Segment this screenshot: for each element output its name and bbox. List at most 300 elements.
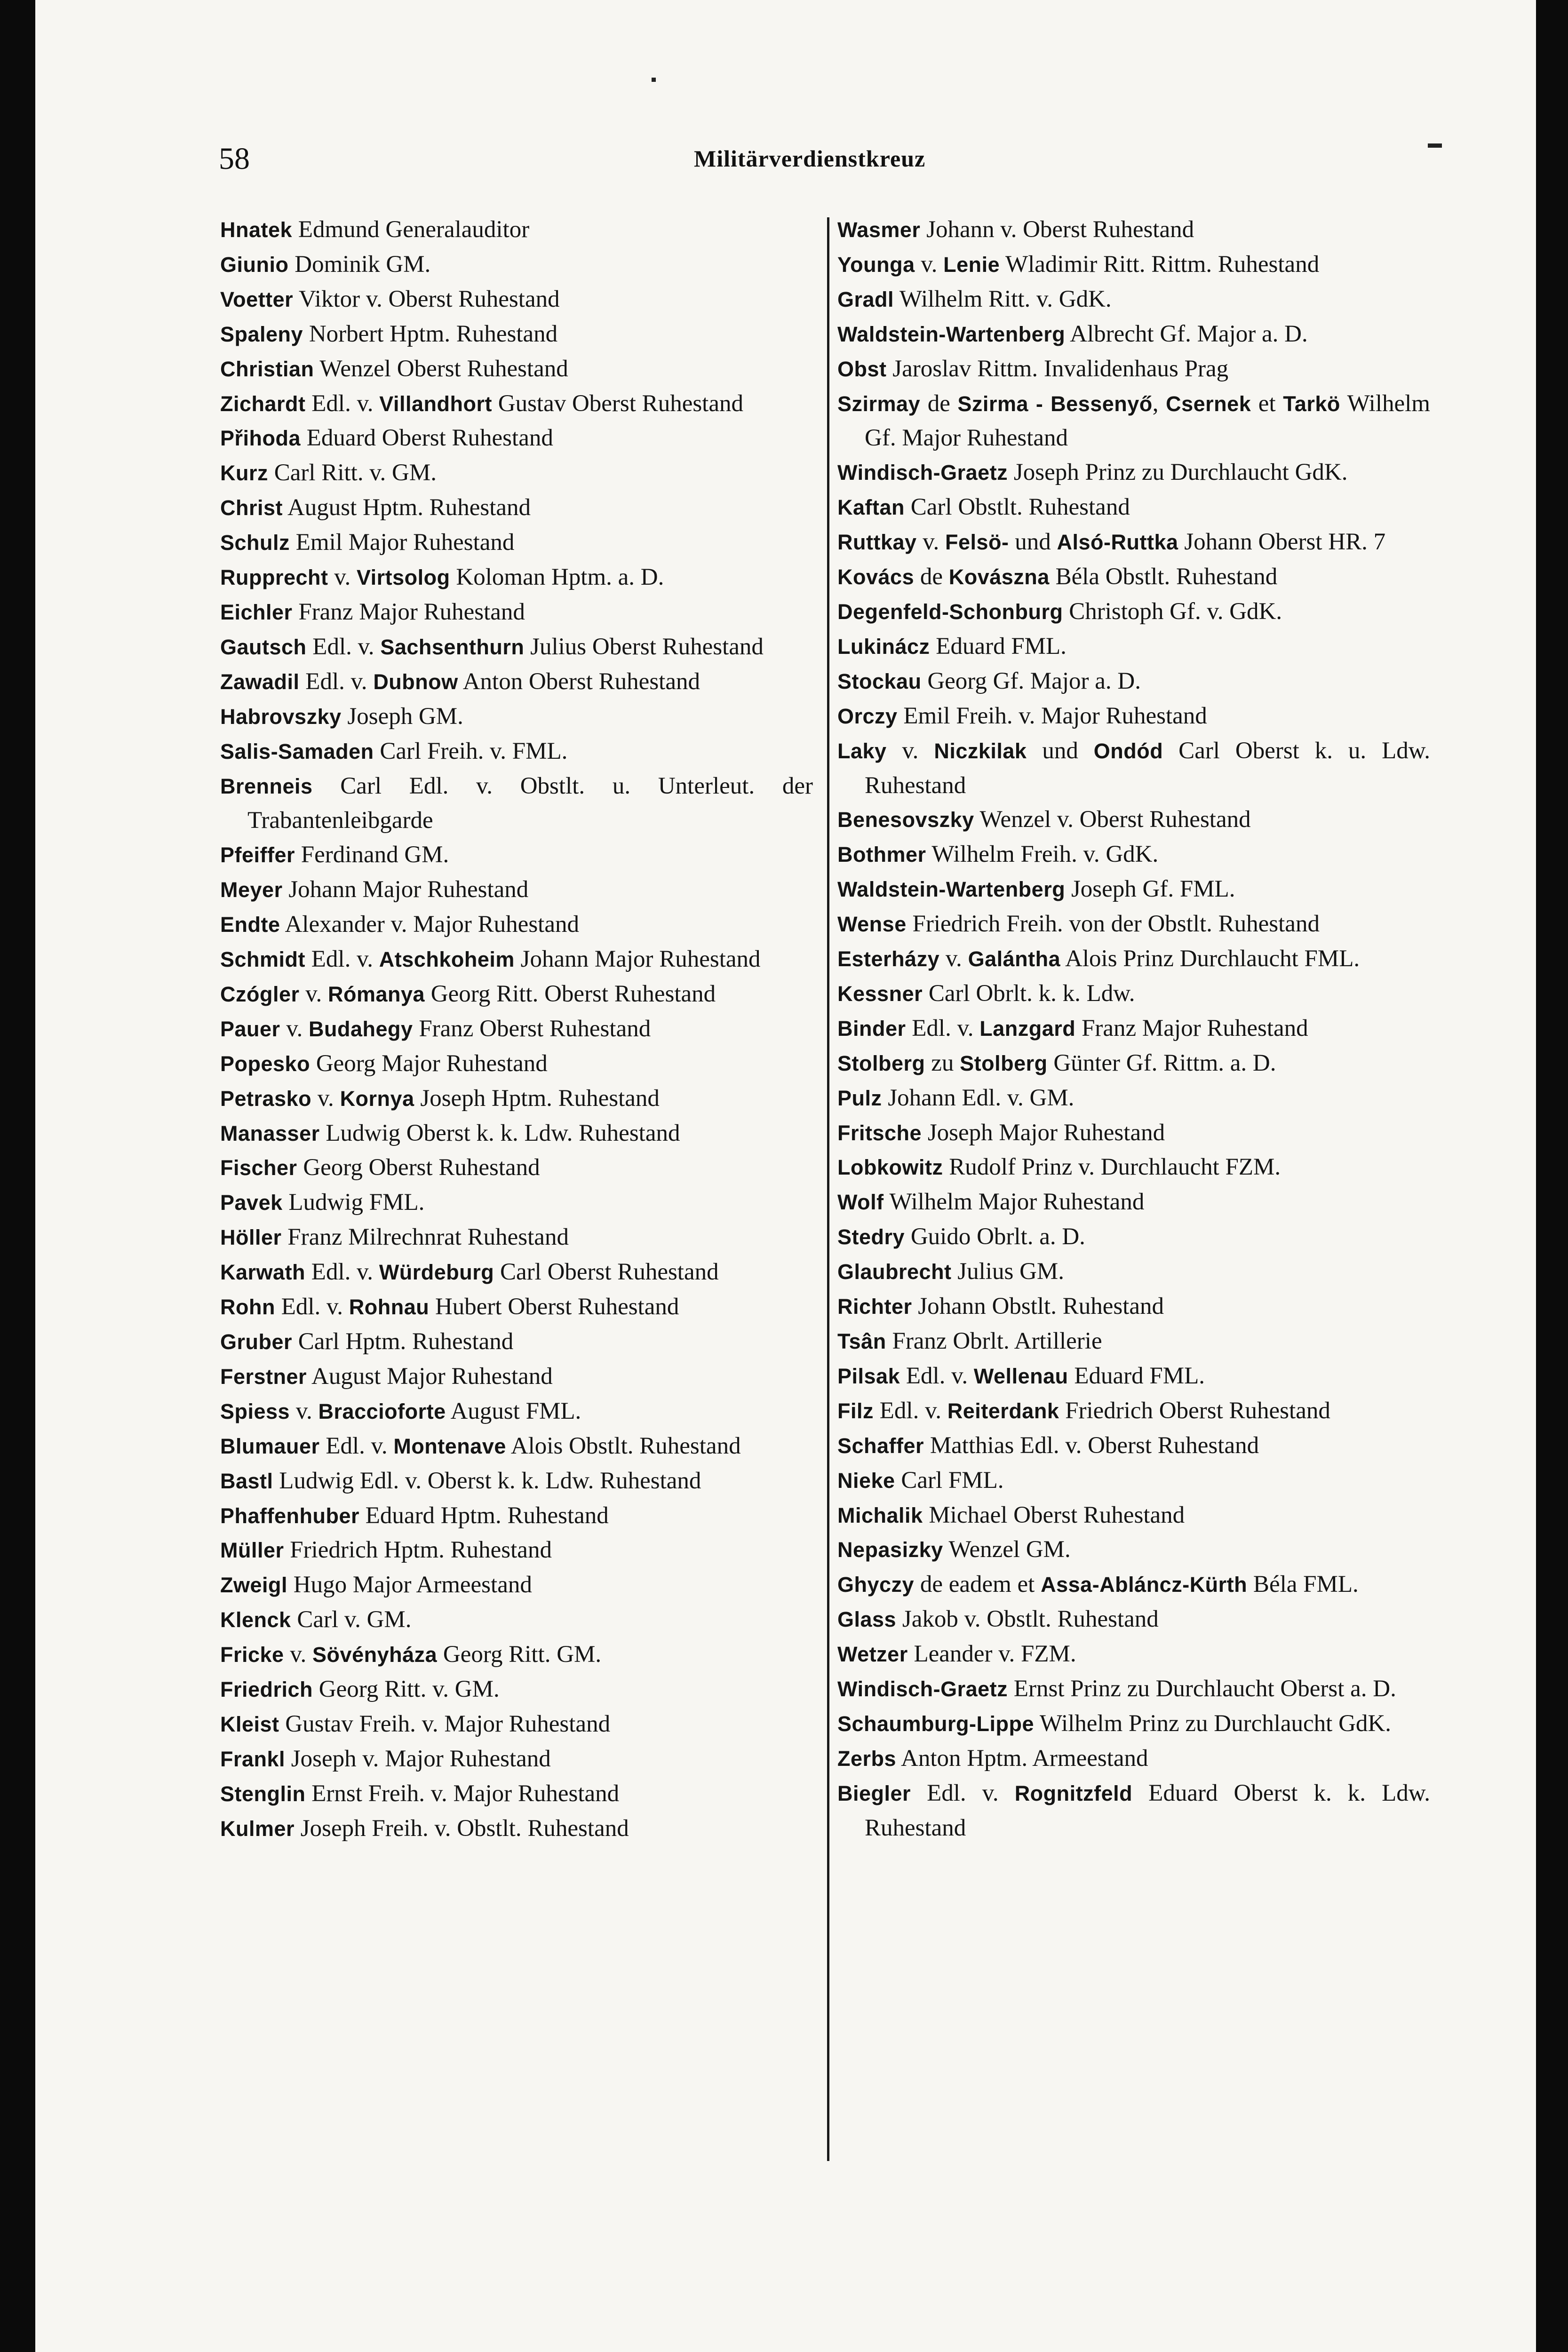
entry-text: Johann Major Ruhestand — [282, 876, 529, 903]
entry-text: Eduard FML. — [930, 633, 1067, 660]
list-entry — [220, 1151, 813, 1185]
entry-name: Frankl — [220, 1747, 286, 1771]
entry-text: Ernst Freih. v. Major Ruhestand — [305, 1780, 620, 1807]
entry-name: Schmidt — [220, 947, 306, 972]
entry-text: Georg Major Ruhestand — [310, 1050, 548, 1077]
list-entry — [220, 1637, 813, 1672]
entry-text: Wilhelm Ritt. v. GdK. — [894, 286, 1112, 312]
list-entry — [220, 1359, 813, 1394]
entry-name: Czógler — [220, 982, 300, 1006]
entry-text: Michael Oberst Ruhestand — [923, 1502, 1185, 1528]
entry-text: Friedrich Hptm. Ruhestand — [284, 1537, 552, 1564]
entry-text: Carl FML. — [895, 1467, 1004, 1494]
entry-text: Johann Major Ruhestand — [514, 946, 761, 973]
list-entry — [220, 873, 813, 907]
entry-name: Christian — [220, 357, 314, 381]
entry-name: Friedrich — [220, 1677, 313, 1702]
entry-text: Edl. v. — [319, 1432, 394, 1459]
entry-name: Stockau — [837, 669, 922, 693]
entry-text: Edl. v. — [305, 1259, 379, 1286]
entry-name: Tarkö — [1283, 391, 1340, 416]
entry-name: Habrovszky — [220, 704, 342, 729]
list-entry — [220, 1185, 813, 1220]
entry-text: Georg Ritt. Oberst Ruhestand — [425, 980, 716, 1007]
entry-text: Edl. v. — [900, 1362, 974, 1389]
entry-text: Johann Edl. v. GM. — [882, 1084, 1075, 1111]
entry-text: Friedrich Freih. von der Obstlt. Ruhestand — [906, 911, 1320, 938]
entry-name: Budahegy — [309, 1017, 413, 1041]
list-entry — [837, 387, 1430, 456]
list-entry — [220, 1464, 813, 1499]
entry-text: August Hptm. Ruhestand — [283, 494, 531, 521]
entry-text: Jaroslav Rittm. Invalidenhaus Prag — [886, 355, 1229, 382]
entry-name: Montenave — [393, 1434, 506, 1458]
entry-text: und — [1009, 529, 1057, 556]
entry-name: Degenfeld-Schonburg — [837, 599, 1063, 624]
page-header — [35, 141, 1536, 183]
entry-name: Richter — [837, 1295, 912, 1319]
entry-name: Windisch-Graetz — [837, 1677, 1008, 1701]
entry-text: Franz Milrechnrat Ruhestand — [281, 1224, 569, 1251]
list-entry — [220, 421, 813, 456]
entry-text: Hubert Oberst Ruhestand — [429, 1294, 679, 1320]
entry-name: Binder — [837, 1016, 906, 1041]
entry-name: Salis-Samaden — [220, 739, 374, 763]
entry-text: de — [914, 564, 949, 590]
entry-name: Atschkoheim — [379, 947, 515, 972]
entry-text: Franz Major Ruhestand — [292, 598, 525, 625]
entry-name: Petrasko — [220, 1086, 312, 1111]
entry-name: Obst — [837, 357, 887, 381]
entry-name: Müller — [220, 1538, 284, 1563]
list-entry — [220, 1603, 813, 1637]
entry-text: Wilhelm Freih. v. GdK. — [926, 841, 1159, 868]
list-entry — [220, 838, 813, 873]
entry-text: Friedrich Oberst Ruhestand — [1059, 1397, 1330, 1424]
entry-name: Wetzer — [837, 1642, 908, 1667]
entry-text: Carl Edl. v. Obstlt. u. Unterleut. der Trabantenleibgarde — [247, 772, 813, 834]
entry-name: Giunio — [220, 252, 289, 277]
entry-text: v. — [290, 1398, 318, 1424]
entry-text: Ludwig Edl. v. Oberst k. k. Ldw. Ruhestand — [273, 1467, 701, 1494]
entry-name: Rohn — [220, 1295, 275, 1319]
entry-text: Edl. v. — [305, 946, 379, 973]
entry-name: Michalik — [837, 1503, 923, 1527]
entry-name: Schaffer — [837, 1433, 924, 1458]
entry-text: Eduard Oberst Ruhestand — [301, 425, 553, 452]
entry-name: Klenck — [220, 1608, 291, 1632]
list-entry — [220, 213, 813, 247]
entry-name: Voetter — [220, 287, 294, 311]
entry-text: Georg Ritt. v. GM. — [313, 1676, 500, 1703]
entry-name: Schaumburg-Lippe — [837, 1711, 1035, 1736]
entry-text: Carl Hptm. Ruhestand — [292, 1328, 514, 1355]
entry-name: Hnatek — [220, 218, 293, 242]
list-entry — [837, 1081, 1430, 1116]
entry-text: Eduard Hptm. Ruhestand — [359, 1502, 609, 1529]
entry-name: Galántha — [968, 947, 1061, 971]
entry-text: Carl Obrlt. k. k. Ldw. — [923, 980, 1135, 1007]
entry-text: August FML. — [446, 1398, 581, 1424]
list-entry — [837, 1220, 1430, 1255]
list-entry — [837, 595, 1430, 629]
entry-name: Kovászna — [948, 565, 1050, 589]
entry-text: Carl Freih. v. FML. — [374, 738, 568, 764]
entry-text: Joseph v. Major Ruhestand — [285, 1745, 551, 1772]
list-entry — [220, 1429, 813, 1464]
list-entry — [220, 1290, 813, 1325]
entry-name: Ondód — [1093, 739, 1163, 763]
entry-text: Alexander v. Major Ruhestand — [280, 911, 579, 938]
list-entry — [837, 525, 1430, 560]
list-entry — [837, 1150, 1430, 1185]
list-entry — [837, 1185, 1430, 1220]
entry-text: Wilhelm Major Ruhestand — [883, 1189, 1145, 1216]
entry-text: Hugo Major Armeestand — [287, 1572, 532, 1598]
entry-name: Zawadil — [220, 669, 300, 694]
entry-text: v. — [311, 1085, 340, 1112]
list-entry — [837, 1046, 1430, 1081]
entry-name: Stolberg — [837, 1051, 925, 1075]
entry-name: Höller — [220, 1225, 282, 1250]
entry-text: v. — [939, 946, 968, 972]
entry-text: Johann v. Oberst Ruhestand — [920, 216, 1194, 243]
entry-name: Assa-Abláncz-Kürth — [1041, 1573, 1248, 1597]
entry-text: Christoph Gf. v. GdK. — [1063, 598, 1282, 625]
entry-name: Zweigl — [220, 1573, 288, 1597]
left-column — [220, 213, 813, 1846]
entry-name: Niczkilak — [934, 739, 1027, 763]
entry-text: Edl. v. — [911, 1780, 1015, 1806]
list-entry — [220, 977, 813, 1012]
entry-text: Carl Ritt. v. GM. — [268, 460, 437, 486]
list-entry — [837, 1324, 1430, 1359]
entry-text: Carl v. GM. — [291, 1606, 412, 1633]
entry-name: Felsö- — [945, 530, 1009, 555]
entry-name: Würdeburg — [379, 1260, 494, 1285]
entry-name: Nepasizky — [837, 1538, 943, 1562]
entry-name: Waldstein-Wartenberg — [837, 877, 1066, 902]
entry-name: Younga — [837, 252, 915, 277]
list-entry — [220, 1220, 813, 1255]
entry-name: Fischer — [220, 1156, 297, 1180]
list-entry — [220, 560, 813, 595]
entry-name: Kleist — [220, 1712, 279, 1736]
entry-text: Günter Gf. Rittm. a. D. — [1047, 1049, 1276, 1076]
list-entry — [837, 1463, 1430, 1498]
entry-text: v. — [280, 1015, 309, 1042]
entry-name: Wasmer — [837, 218, 921, 242]
list-entry — [837, 942, 1430, 977]
list-entry — [220, 352, 813, 387]
entry-name: Endte — [220, 913, 280, 937]
list-entry — [837, 1359, 1430, 1394]
entry-name: Laky — [837, 739, 887, 763]
entry-name: Gruber — [220, 1330, 293, 1354]
entry-text: zu — [925, 1049, 960, 1076]
list-entry — [837, 282, 1430, 317]
list-entry — [220, 1012, 813, 1047]
entry-text: Dominik GM. — [288, 251, 431, 278]
entry-name: Lobkowitz — [837, 1155, 943, 1180]
entry-text: v. — [328, 564, 357, 591]
entry-name: Tsân — [837, 1329, 886, 1353]
entry-name: Stolberg — [960, 1051, 1048, 1075]
entry-name: Karwath — [220, 1260, 306, 1285]
list-entry — [837, 1567, 1430, 1602]
list-entry — [220, 1672, 813, 1707]
entry-text: Georg Ritt. GM. — [437, 1641, 602, 1668]
entry-text: Gustav Freih. v. Major Ruhestand — [279, 1710, 611, 1737]
list-entry — [220, 491, 813, 525]
entry-name: Dubnow — [373, 669, 458, 694]
entry-text: Georg Oberst Ruhestand — [297, 1154, 540, 1181]
list-entry — [837, 872, 1430, 907]
entry-text: Wenzel GM. — [943, 1536, 1071, 1563]
entry-name: Blumauer — [220, 1434, 320, 1458]
entry-text: Franz Obrlt. Artillerie — [886, 1328, 1102, 1354]
list-entry — [220, 387, 813, 421]
right-column — [837, 213, 1430, 1845]
entry-text: Emil Freih. v. Major Ruhestand — [897, 702, 1207, 729]
list-entry — [220, 1047, 813, 1081]
list-entry — [837, 455, 1430, 490]
list-entry — [220, 1568, 813, 1603]
entry-name: Kornya — [340, 1086, 414, 1111]
entry-name: Bothmer — [837, 842, 926, 867]
list-entry — [220, 942, 813, 977]
list-entry — [220, 665, 813, 699]
entry-text: Edl. v. — [275, 1294, 349, 1320]
entry-text: Ernst Prinz zu Durchlaucht Oberst a. D. — [1008, 1676, 1396, 1702]
entry-name: Lukinácz — [837, 634, 930, 659]
list-entry — [837, 734, 1430, 803]
entry-text: Eduard FML. — [1068, 1362, 1205, 1389]
entry-name: Spaleny — [220, 322, 303, 346]
entry-name: Villandhort — [379, 391, 492, 416]
entry-text: Wladimir Ritt. Rittm. Ruhestand — [1000, 251, 1320, 278]
entry-text: Carl Oberst Ruhestand — [494, 1259, 719, 1286]
entry-text: Alois Obstlt. Ruhestand — [506, 1432, 741, 1459]
entry-name: Kaftan — [837, 495, 905, 520]
entry-name: Pfeiffer — [220, 843, 295, 867]
entry-text: Edl. v. — [306, 633, 381, 660]
list-entry — [837, 1116, 1430, 1151]
entry-text: Georg Gf. Major a. D. — [921, 667, 1141, 694]
entry-text: Koloman Hptm. a. D. — [450, 564, 664, 591]
entry-text: Matthias Edl. v. Oberst Ruhestand — [924, 1432, 1259, 1459]
entry-name: Kovács — [837, 565, 915, 589]
entry-name: Virtsolog — [356, 565, 450, 590]
entry-name: Lenie — [943, 252, 1000, 277]
entry-name: Ruttkay — [837, 530, 917, 555]
column-divider — [827, 217, 829, 2161]
list-entry — [837, 1672, 1430, 1707]
entry-text: Carl Oberst k. u. Ldw. Ruhestand — [865, 737, 1430, 799]
entry-text: Joseph Major Ruhestand — [922, 1119, 1165, 1146]
list-entry — [220, 317, 813, 352]
entry-text: Viktor v. Oberst Ruhestand — [293, 286, 560, 312]
list-entry — [220, 595, 813, 630]
entry-text: v. — [284, 1641, 313, 1668]
list-entry — [220, 1777, 813, 1812]
entry-name: Ghyczy — [837, 1573, 915, 1597]
list-entry — [837, 560, 1430, 595]
list-entry — [220, 1533, 813, 1568]
entry-name: Rohnau — [349, 1295, 430, 1319]
list-entry — [837, 837, 1430, 872]
entry-name: Fritsche — [837, 1120, 922, 1145]
entry-name: Wellenau — [973, 1364, 1068, 1388]
entry-name: Braccioforte — [318, 1399, 446, 1423]
entry-name: Wolf — [837, 1190, 884, 1215]
entry-text: Franz Major Ruhestand — [1075, 1015, 1308, 1041]
list-entry — [220, 769, 813, 838]
entry-name: Kulmer — [220, 1816, 295, 1841]
entry-name: Fricke — [220, 1643, 284, 1667]
entry-name: Stedry — [837, 1225, 905, 1249]
list-entry — [220, 699, 813, 734]
entry-text: August Major Ruhestand — [307, 1363, 553, 1390]
list-entry — [837, 1394, 1430, 1429]
list-entry — [837, 907, 1430, 942]
entry-text: Béla FML. — [1247, 1571, 1359, 1598]
entry-text: Joseph Hptm. Ruhestand — [414, 1085, 660, 1112]
entry-text: Joseph Freih. v. Obstlt. Ruhestand — [294, 1815, 629, 1842]
entry-name: Windisch-Graetz — [837, 461, 1008, 485]
entry-text: Wilhelm Prinz zu Durchlaucht GdK. — [1034, 1710, 1392, 1737]
list-entry — [837, 1602, 1430, 1637]
list-entry — [220, 247, 813, 282]
entry-text: et — [1251, 390, 1283, 417]
entry-text: de — [920, 390, 958, 417]
entry-name: Waldstein-Wartenberg — [837, 322, 1066, 346]
page-title: Militärverdienstkreuz — [694, 145, 926, 172]
entry-text: v. — [886, 737, 934, 764]
entry-text: v. — [915, 251, 944, 278]
entry-text: Wenzel Oberst Ruhestand — [314, 355, 568, 382]
entry-text: Wilhelm Gf. Major Ruhestand — [865, 390, 1430, 452]
list-entry — [837, 1533, 1430, 1567]
list-entry — [220, 282, 813, 317]
list-entry — [220, 1742, 813, 1777]
list-entry — [837, 629, 1430, 664]
entry-text: v. — [299, 980, 328, 1007]
list-entry — [220, 907, 813, 942]
entry-text: Gustav Oberst Ruhestand — [492, 390, 743, 417]
entry-text: Ludwig FML. — [282, 1189, 425, 1216]
entry-text: de eadem et — [914, 1571, 1041, 1598]
list-entry — [220, 1325, 813, 1359]
entry-text: Joseph GM. — [341, 703, 463, 730]
list-entry — [220, 1499, 813, 1534]
entry-name: Gautsch — [220, 635, 307, 659]
entry-name: Orczy — [837, 704, 898, 728]
list-entry — [220, 1081, 813, 1116]
entry-text: Julius Oberst Ruhestand — [524, 633, 764, 660]
entry-text: Joseph Gf. FML. — [1065, 876, 1235, 903]
list-entry — [220, 1812, 813, 1846]
entry-name: Alsó-Ruttka — [1057, 530, 1178, 555]
list-entry — [837, 1429, 1430, 1463]
entry-text: Anton Hptm. Armeestand — [896, 1745, 1148, 1772]
list-entry — [837, 699, 1430, 734]
page-number: 58 — [219, 142, 250, 176]
entry-name: Přihoda — [220, 426, 301, 451]
entry-name: Meyer — [220, 878, 283, 902]
list-entry — [837, 247, 1430, 282]
entry-name: Rognitzfeld — [1014, 1781, 1133, 1805]
entry-text: Ferdinand GM. — [295, 842, 449, 868]
entry-text: Edl. v. — [874, 1397, 947, 1424]
entry-name: Pulz — [837, 1086, 882, 1110]
list-entry — [837, 1011, 1430, 1046]
entry-name: Filz — [837, 1398, 874, 1423]
entry-name: Stenglin — [220, 1781, 306, 1806]
list-entry — [837, 664, 1430, 699]
entry-name: Spiess — [220, 1399, 290, 1423]
list-entry — [837, 213, 1430, 247]
entry-name: Schulz — [220, 531, 290, 555]
entry-text: Edl. v. — [299, 668, 374, 695]
list-entry — [837, 490, 1430, 525]
entry-name: Nieke — [837, 1468, 895, 1493]
entry-name: Szirma - Bessenyő — [957, 391, 1153, 416]
entry-name: Pauer — [220, 1017, 280, 1041]
entry-text: v. — [916, 529, 945, 556]
list-entry — [837, 1498, 1430, 1533]
entry-name: Kessner — [837, 981, 923, 1006]
entry-name: Brenneis — [220, 774, 313, 798]
list-entry — [220, 456, 813, 491]
entry-name: Rómanya — [327, 982, 425, 1006]
list-entry — [220, 630, 813, 665]
entry-name: Christ — [220, 496, 283, 520]
list-entry — [837, 977, 1430, 1011]
entry-name: Phaffenhuber — [220, 1503, 360, 1528]
list-entry — [220, 1394, 813, 1429]
entry-name: Csernek — [1166, 391, 1251, 416]
entry-text: Carl Obstlt. Ruhestand — [905, 494, 1130, 521]
entry-name: Kurz — [220, 461, 268, 485]
entry-text: Eduard Oberst k. k. Ldw. Ruhestand — [865, 1780, 1430, 1841]
entry-name: Sachsenthurn — [380, 635, 525, 659]
scan-speck — [1428, 143, 1442, 148]
entry-name: Popesko — [220, 1051, 310, 1076]
entry-name: Manasser — [220, 1121, 320, 1145]
entry-text: Edl. v. — [906, 1015, 980, 1041]
list-entry — [220, 1255, 813, 1290]
list-entry — [837, 352, 1430, 387]
list-entry — [837, 1289, 1430, 1324]
entry-name: Esterházy — [837, 947, 940, 971]
entry-name: Wense — [837, 912, 907, 937]
entry-text: , — [1152, 390, 1166, 417]
entry-text: Rudolf Prinz v. Durchlaucht FZM. — [943, 1154, 1281, 1181]
scanned-page — [35, 0, 1536, 2352]
entry-text: Franz Oberst Ruhestand — [413, 1015, 651, 1042]
scan-speck — [652, 78, 656, 82]
entry-text: Béla Obstlt. Ruhestand — [1049, 564, 1278, 590]
entry-text: Alois Prinz Durchlaucht FML. — [1060, 946, 1360, 972]
list-entry — [220, 1707, 813, 1742]
entry-text: Edl. v. — [305, 390, 380, 417]
entry-name: Zerbs — [837, 1746, 897, 1771]
entry-name: Glaubrecht — [837, 1260, 952, 1284]
entry-name: Bastl — [220, 1469, 273, 1493]
entry-text: Johann Obstlt. Ruhestand — [912, 1293, 1164, 1320]
entry-text: Leander v. FZM. — [907, 1641, 1076, 1668]
